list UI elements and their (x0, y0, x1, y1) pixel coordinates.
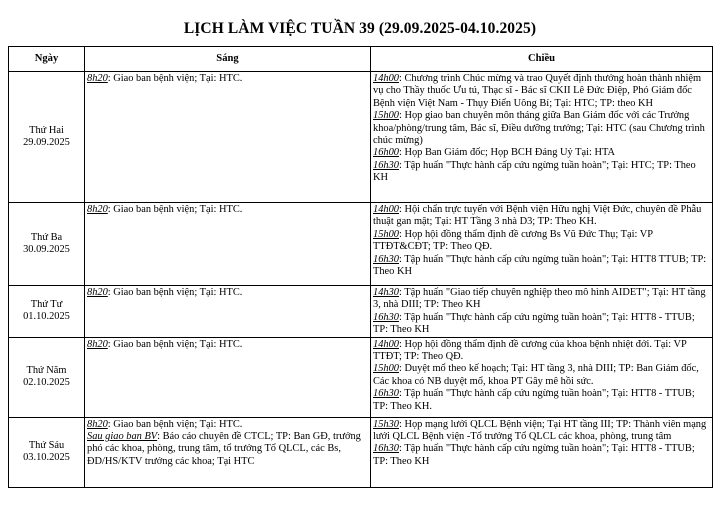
event-text: : Giao ban bệnh viện; Tại: HTC. (107, 204, 243, 215)
header-afternoon: Chiều (371, 47, 713, 72)
event-text: : Họp mạng lưới QLCL Bệnh viện; Tại HT tầng III; TP: Thành viên mạng lưới QLCL Bệnh viện -Tổ trưởng Tổ QLCL các khoa, phòng, trung tâm (373, 418, 707, 443)
event-time: 16h30 (373, 159, 399, 171)
event-text: : Tập huấn "Giao tiếp chuyên nghiệp theo mô hình AIDET"; Tại: HT tầng 3, nhà DIII; TP: Theo KH (373, 287, 706, 311)
header-morning: Sáng (85, 47, 371, 72)
event-text: : Tập huấn "Thực hành cấp cứu ngừng tuần hoàn"; Tại: HTT8 - TTUB; TP: Theo KH (373, 443, 695, 467)
day-date: 03.10.2025 (23, 452, 70, 464)
event-entry (373, 287, 710, 312)
event-text: : Họp hội đồng thẩm định đề cương của khoa bệnh nhiệt đới. Tại: VP TTĐT; TP: Theo QĐ. (373, 338, 687, 363)
page-title: LỊCH LÀM VIỆC TUẦN 39 (29.09.2025-04.10.2025) (183, 20, 537, 37)
event-entry (87, 339, 368, 351)
event-time: 15h00 (373, 110, 399, 122)
schedule-table (8, 46, 713, 488)
event-time: 15h00 (373, 363, 399, 375)
event-text: : Báo cáo chuyên đề CTCL; TP: Ban GĐ, trưởng phó các khoa, phòng, trung tâm, tổ trưởng Tổ QLCL, các Bs, ĐD/HS/KTV trưởng các khoa; Tại HTC (87, 431, 361, 467)
event-time: 14h00 (373, 73, 399, 84)
event-entry (373, 419, 710, 444)
afternoon-cell (371, 286, 713, 338)
event-text: : Tập huấn "Thực hành cấp cứu ngừng tuần hoàn"; Tại: HTT8 TTUB; TP: Theo KH (373, 253, 707, 278)
event-text: : Họp giao ban chuyên môn tháng giữa Ban Giám đốc với các Trưởng khoa/phòng/trung tâm, Bác sĩ, Điều dưỡng trưởng; Tại: HTC (sau Chương trình chúc mừng) (373, 110, 705, 147)
day-date: 30.09.2025 (23, 244, 70, 255)
event-entry (373, 388, 710, 413)
event-entry (373, 312, 710, 337)
morning-cell (85, 337, 371, 417)
day-cell (9, 203, 85, 286)
day-date: 01.10.2025 (23, 311, 70, 323)
table-row (9, 203, 713, 286)
event-text: : Họp Ban Giám đốc; Họp BCH Đảng Uỷ Tại: HTA (398, 147, 615, 159)
morning-cell (85, 72, 371, 203)
afternoon-cell (371, 203, 713, 286)
event-entry (87, 431, 368, 468)
day-name: Thứ Sáu (28, 439, 65, 451)
header-day: Ngày (9, 47, 85, 72)
afternoon-cell (371, 417, 713, 487)
event-entry (373, 160, 710, 185)
event-time: 8h20 (87, 418, 108, 430)
afternoon-cell (371, 337, 713, 417)
table-row (9, 337, 713, 417)
day-cell (9, 72, 85, 203)
event-text: : Hội chẩn trực tuyến với Bệnh viện Hữu nghị Việt Đức, chuyên đề Phẫu thuật gan mật; Tại: HT Tầng 3 nhà D3; TP: Theo KH. (373, 204, 702, 228)
event-entry (373, 204, 710, 229)
event-time: 15h00 (373, 228, 399, 240)
event-time: 8h20 (87, 287, 108, 298)
event-entry (373, 229, 710, 254)
event-entry (87, 287, 368, 299)
event-entry (373, 110, 710, 147)
event-text: : Tập huấn "Thực hành cấp cứu ngừng tuần hoàn"; Tại: HTC; TP: Theo KH (373, 159, 696, 184)
morning-cell (85, 417, 371, 487)
day-name: Thứ Ba (30, 231, 63, 243)
day-cell (9, 417, 85, 487)
event-time: 8h20 (87, 73, 108, 84)
day-name: Thứ Hai (29, 124, 64, 136)
day-name: Thứ Năm (26, 364, 67, 376)
event-text: : Tập huấn "Thực hành cấp cứu ngừng tuần hoàn"; Tại: HTT8 - TTUB; TP: Theo KH (373, 311, 695, 336)
event-text: : Họp hội đồng thẩm định đề cương Bs Vũ Đức Thụ; Tại: VP TTĐT&CĐT; TP: Theo QĐ. (373, 228, 653, 253)
event-text: : Giao ban bệnh viện; Tại: HTC. (107, 418, 243, 430)
event-entry (373, 443, 710, 468)
event-time: 8h20 (87, 338, 108, 350)
day-cell (9, 286, 85, 338)
table-row (9, 286, 713, 338)
event-entry (87, 419, 368, 431)
event-time: 14h00 (373, 204, 399, 215)
event-text: : Chương trình Chúc mừng và trao Quyết định thưởng hoàn thành nhiệm vụ cho Thầy thuốc Ưu tú, Thạc sĩ - Bác sĩ CKII Lê Đức Điệp, Phó Giám đốc Bệnh viện Việt Nam - Thụy Điển Uông Bí; Tại: HTC; TP: theo KH (373, 73, 702, 109)
event-entry (87, 204, 368, 216)
day-date: 29.09.2025 (23, 137, 70, 148)
table-row (9, 72, 713, 203)
event-time: 16h00 (373, 147, 399, 159)
day-date: 02.10.2025 (23, 377, 70, 389)
event-text: : Giao ban bệnh viện; Tại: HTC. (107, 73, 243, 84)
event-text: : Tập huấn "Thực hành cấp cứu ngừng tuần hoàn"; Tại: HTT8 - TTUB; TP: Theo KH. (373, 388, 695, 412)
event-entry (373, 363, 710, 388)
event-entry (373, 147, 710, 159)
afternoon-cell (371, 72, 713, 203)
day-cell (9, 337, 85, 417)
event-time: 14h00 (373, 338, 399, 350)
event-entry (87, 73, 368, 85)
event-time: 16h30 (373, 311, 399, 323)
event-time: 15h30 (373, 418, 399, 430)
event-entry (373, 254, 710, 279)
table-header-row (9, 47, 713, 72)
event-text: : Giao ban bệnh viện; Tại: HTC. (107, 338, 243, 350)
event-entry (373, 339, 710, 364)
morning-cell (85, 203, 371, 286)
event-entry (373, 73, 710, 110)
event-time: Sau giao ban BV (87, 431, 158, 443)
event-time: 16h30 (373, 253, 399, 265)
event-time: 8h20 (87, 204, 108, 215)
event-time: 14h30 (373, 287, 399, 298)
event-time: 16h30 (373, 443, 399, 455)
table-row (9, 417, 713, 487)
morning-cell (85, 286, 371, 338)
event-text: : Duyệt mổ theo kế hoạch; Tại: HT tầng 3, nhà DIII; TP: Ban Giám đốc, Các khoa có NB duyệt mổ, khoa PT Gây mê hồi sức. (373, 363, 699, 387)
event-time: 16h30 (373, 388, 399, 400)
day-name: Thứ Tư (30, 298, 63, 310)
event-text: : Giao ban bệnh viện; Tại: HTC. (107, 287, 243, 298)
